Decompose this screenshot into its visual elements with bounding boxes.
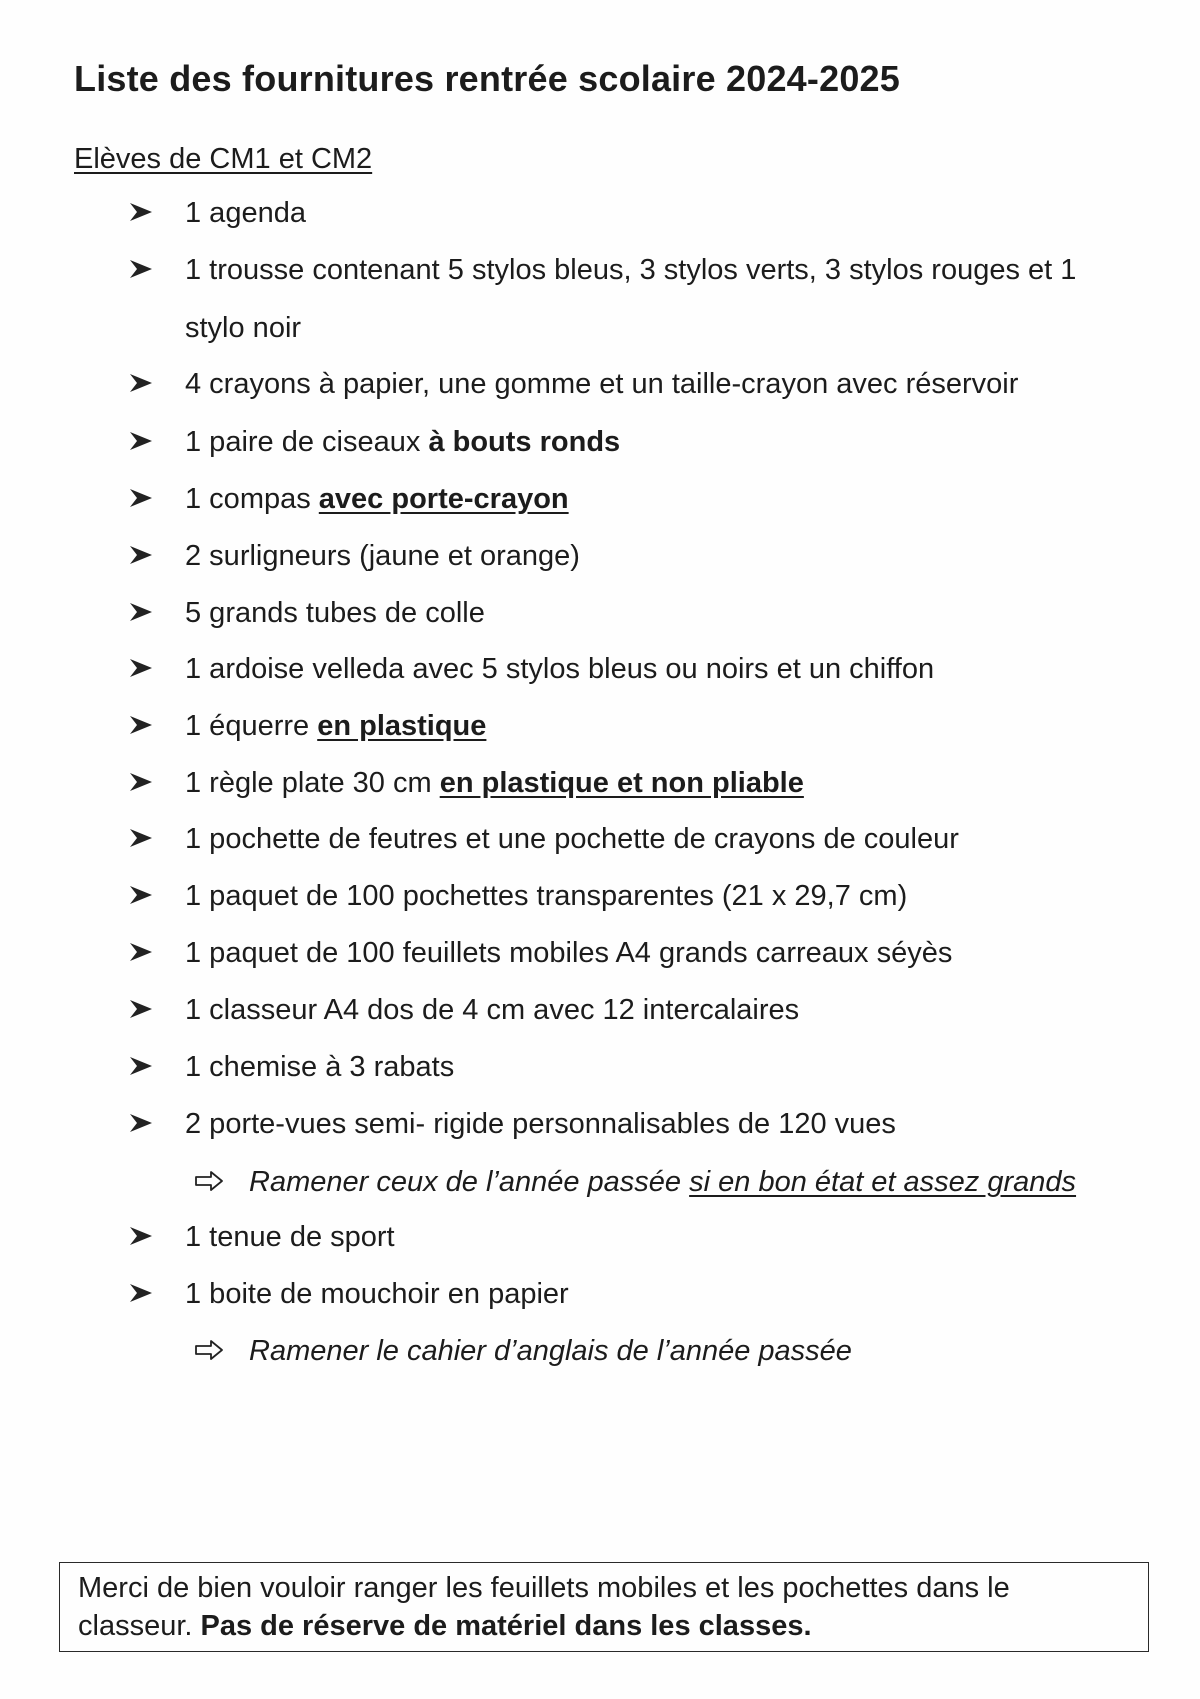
arrowhead-bullet-icon bbox=[128, 996, 154, 1022]
list-item bbox=[0, 593, 1200, 633]
list-item-text: 1 ardoise velleda avec 5 stylos bleus ou noirs et un chiffon bbox=[185, 653, 935, 685]
list-item bbox=[0, 479, 1200, 519]
arrowhead-bullet-icon bbox=[128, 485, 154, 511]
list-item-text: 5 grands tubes de colle bbox=[185, 597, 485, 629]
arrowhead-bullet-icon bbox=[128, 1280, 154, 1306]
outline-arrow-icon bbox=[194, 1170, 224, 1192]
page-title: Liste des fournitures rentrée scolaire 2024-2025 bbox=[74, 58, 900, 99]
list-item-text: 1 agenda bbox=[185, 197, 306, 229]
list-item bbox=[0, 536, 1200, 576]
list-item bbox=[0, 1217, 1200, 1257]
emphasis: en plastique et non pliable bbox=[439, 767, 804, 799]
list-item bbox=[0, 1104, 1200, 1144]
list-item-text: 1 pochette de feutres et une pochette de crayons de couleur bbox=[185, 823, 959, 855]
arrowhead-bullet-icon bbox=[128, 428, 154, 454]
list-item-text: 1 trousse contenant 5 stylos bleus, 3 stylos verts, 3 stylos rouges et 1 bbox=[185, 254, 1077, 286]
emphasis: avec porte-crayon bbox=[318, 483, 569, 515]
list-item bbox=[0, 706, 1200, 746]
list-item-text: 1 équerre en plastique bbox=[185, 710, 487, 742]
list-item bbox=[0, 933, 1200, 973]
list-item bbox=[0, 763, 1200, 803]
list-item-text: 1 compas avec porte-crayon bbox=[185, 483, 569, 515]
arrowhead-bullet-icon bbox=[128, 1053, 154, 1079]
list-subitem-text: Ramener ceux de l’année passée si en bon état et assez grands bbox=[249, 1166, 1077, 1198]
arrowhead-bullet-icon bbox=[128, 882, 154, 908]
list-subitem bbox=[0, 1331, 1200, 1371]
arrowhead-bullet-icon bbox=[128, 1223, 154, 1249]
list-item-text: 1 règle plate 30 cm en plastique et non pliable bbox=[185, 767, 804, 799]
list-item-text: 1 tenue de sport bbox=[185, 1221, 395, 1253]
arrowhead-bullet-icon bbox=[128, 256, 154, 282]
list-subitem-text: Ramener le cahier d’anglais de l’année passée bbox=[249, 1335, 852, 1367]
arrowhead-bullet-icon bbox=[128, 1110, 154, 1136]
emphasis: à bouts ronds bbox=[428, 426, 621, 458]
note-line: Merci de bien vouloir ranger les feuillets mobiles et les pochettes dans le bbox=[78, 1572, 1010, 1604]
list-item-text: stylo noir bbox=[185, 312, 302, 344]
emphasis: en plastique bbox=[317, 710, 487, 742]
list-subitem bbox=[0, 1162, 1200, 1202]
arrowhead-bullet-icon bbox=[128, 655, 154, 681]
list-item bbox=[0, 193, 1200, 233]
list-item bbox=[0, 649, 1200, 689]
list-item bbox=[0, 1274, 1200, 1314]
list-item bbox=[0, 364, 1200, 404]
emphasis: si en bon état et assez grands bbox=[689, 1166, 1077, 1198]
list-item-text: 1 paquet de 100 feuillets mobiles A4 grands carreaux séyès bbox=[185, 937, 953, 969]
list-item bbox=[0, 250, 1200, 290]
list-item-text: 2 surligneurs (jaune et orange) bbox=[185, 540, 580, 572]
arrowhead-bullet-icon bbox=[128, 825, 154, 851]
list-item-text: 1 paquet de 100 pochettes transparentes (21 x 29,7 cm) bbox=[185, 880, 908, 912]
arrowhead-bullet-icon bbox=[128, 939, 154, 965]
outline-arrow-icon bbox=[194, 1339, 224, 1361]
list-item bbox=[0, 1047, 1200, 1087]
list-item-text: 1 paire de ciseaux à bouts ronds bbox=[185, 426, 621, 458]
note-emphasis: Pas de réserve de matériel dans les classes. bbox=[200, 1610, 812, 1642]
list-item-text: 4 crayons à papier, une gomme et un taille-crayon avec réservoir bbox=[185, 368, 1019, 400]
list-item-text: 2 porte-vues semi- rigide personnalisables de 120 vues bbox=[185, 1108, 896, 1140]
list-item-continuation bbox=[0, 308, 1200, 348]
list-item-text: 1 chemise à 3 rabats bbox=[185, 1051, 455, 1083]
arrowhead-bullet-icon bbox=[128, 199, 154, 225]
arrowhead-bullet-icon bbox=[128, 542, 154, 568]
list-item-text: 1 boite de mouchoir en papier bbox=[185, 1278, 569, 1310]
arrowhead-bullet-icon bbox=[128, 712, 154, 738]
note-line: classeur. Pas de réserve de matériel dans les classes. bbox=[78, 1610, 812, 1642]
list-item bbox=[0, 990, 1200, 1030]
arrowhead-bullet-icon bbox=[128, 599, 154, 625]
list-item bbox=[0, 819, 1200, 859]
list-item-text: 1 classeur A4 dos de 4 cm avec 12 intercalaires bbox=[185, 994, 800, 1026]
list-item bbox=[0, 876, 1200, 916]
list-item bbox=[0, 422, 1200, 462]
subtitle: Elèves de CM1 et CM2 bbox=[74, 143, 373, 175]
arrowhead-bullet-icon bbox=[128, 769, 154, 795]
note-box bbox=[59, 1562, 1149, 1652]
arrowhead-bullet-icon bbox=[128, 370, 154, 396]
